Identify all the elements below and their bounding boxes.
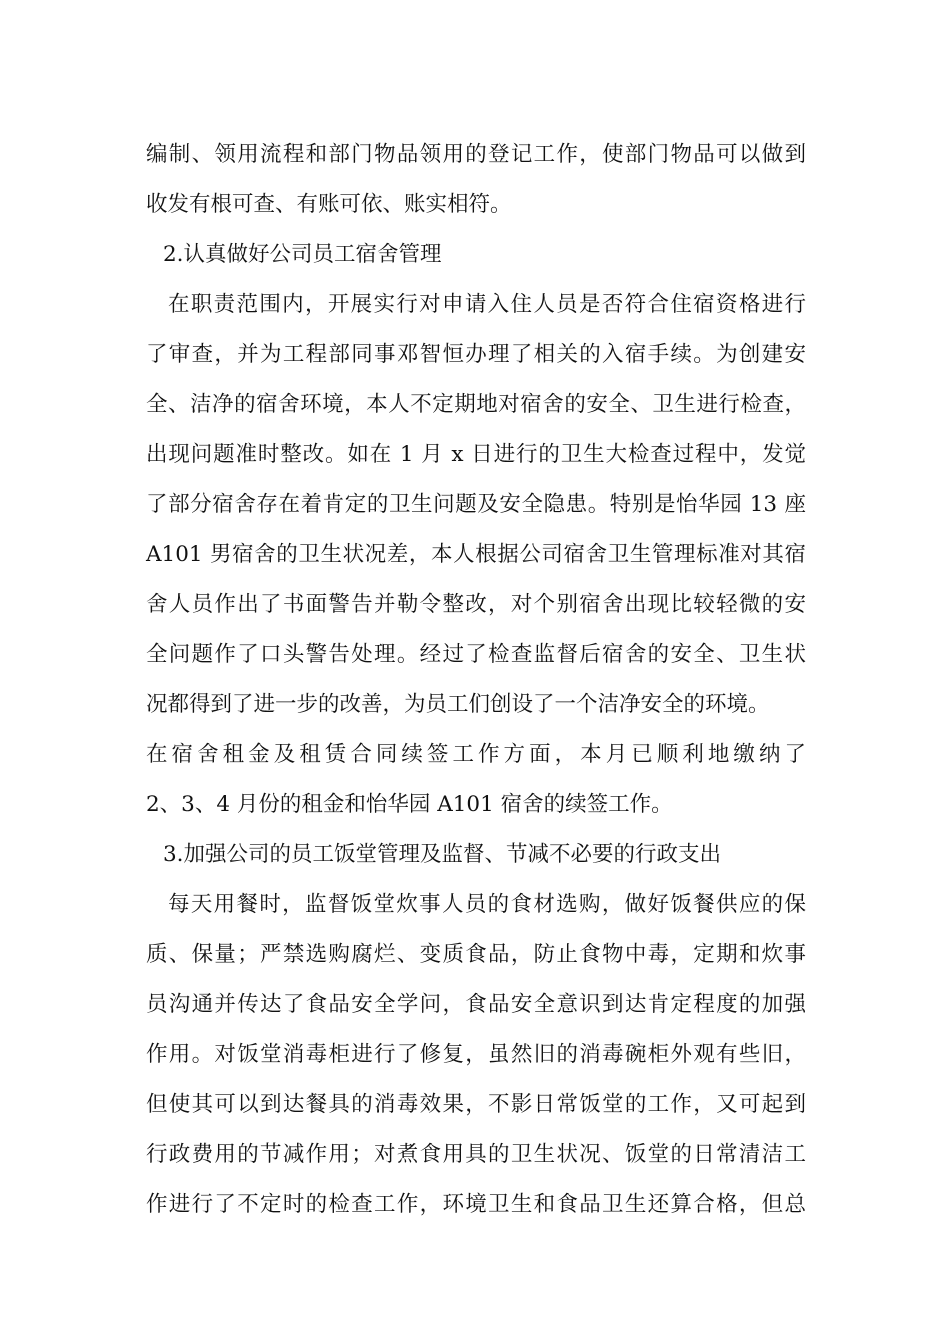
paragraph-line: 但使其可以到达餐具的消毒效果，不影日常饭堂的工作，又可起到	[146, 1092, 806, 1117]
paragraph-line: 作进行了不定时的检查工作，环境卫生和食品卫生还算合格，但总	[146, 1192, 806, 1217]
paragraph-line: 全问题作了口头警告处理。经过了检查监督后宿舍的安全、卫生状	[146, 642, 806, 667]
paragraph-line: A101 男宿舍的卫生状况差，本人根据公司宿舍卫生管理标准对其宿	[146, 542, 806, 567]
paragraph-line: 了部分宿舍存在着肯定的卫生问题及安全隐患。特别是怡华园 13 座	[146, 492, 806, 517]
paragraph-line: 行政费用的节减作用；对煮食用具的卫生状况、饭堂的日常清洁工	[146, 1142, 806, 1167]
document-body	[146, 130, 806, 1230]
paragraph-line: 舍人员作出了书面警告并勒令整改，对个别宿舍出现比较轻微的安	[146, 592, 806, 617]
paragraph-line: 每天用餐时，监督饭堂炊事人员的食材选购，做好饭餐供应的保	[168, 892, 806, 917]
paragraph-line: 员沟通并传达了食品安全学问，食品安全意识到达肯定程度的加强	[146, 992, 806, 1017]
paragraph-line: 了审查，并为工程部同事邓智恒办理了相关的入宿手续。为创建安	[146, 342, 806, 367]
paragraph-line: 出现问题准时整改。如在 1 月 x 日进行的卫生大检查过程中，发觉	[146, 442, 806, 467]
paragraph-line: 在宿舍租金及租赁合同续签工作方面，本月已顺利地缴纳了	[146, 742, 806, 767]
paragraph-line: 在职责范围内，开展实行对申请入住人员是否符合住宿资格进行	[168, 292, 806, 317]
paragraph-line: 收发有根可查、有账可依、账实相符。	[146, 192, 512, 217]
paragraph-line: 编制、领用流程和部门物品领用的登记工作，使部门物品可以做到	[146, 142, 806, 167]
paragraph-line: 质、保量；严禁选购腐烂、变质食品，防止食物中毒，定期和炊事	[146, 942, 806, 967]
paragraph-line: 2、3、4 月份的租金和怡华园 A101 宿舍的续签工作。	[146, 792, 673, 817]
section-heading: 2.认真做好公司员工宿舍管理	[163, 242, 442, 267]
section-heading: 3.加强公司的员工饭堂管理及监督、节减不必要的行政支出	[163, 842, 722, 867]
paragraph-line: 作用。对饭堂消毒柜进行了修复，虽然旧的消毒碗柜外观有些旧，	[146, 1042, 806, 1067]
paragraph-line: 况都得到了进一步的改善，为员工们创设了一个洁净安全的环境。	[146, 692, 770, 717]
paragraph-line: 全、洁净的宿舍环境，本人不定期地对宿舍的安全、卫生进行检查，	[146, 392, 806, 417]
